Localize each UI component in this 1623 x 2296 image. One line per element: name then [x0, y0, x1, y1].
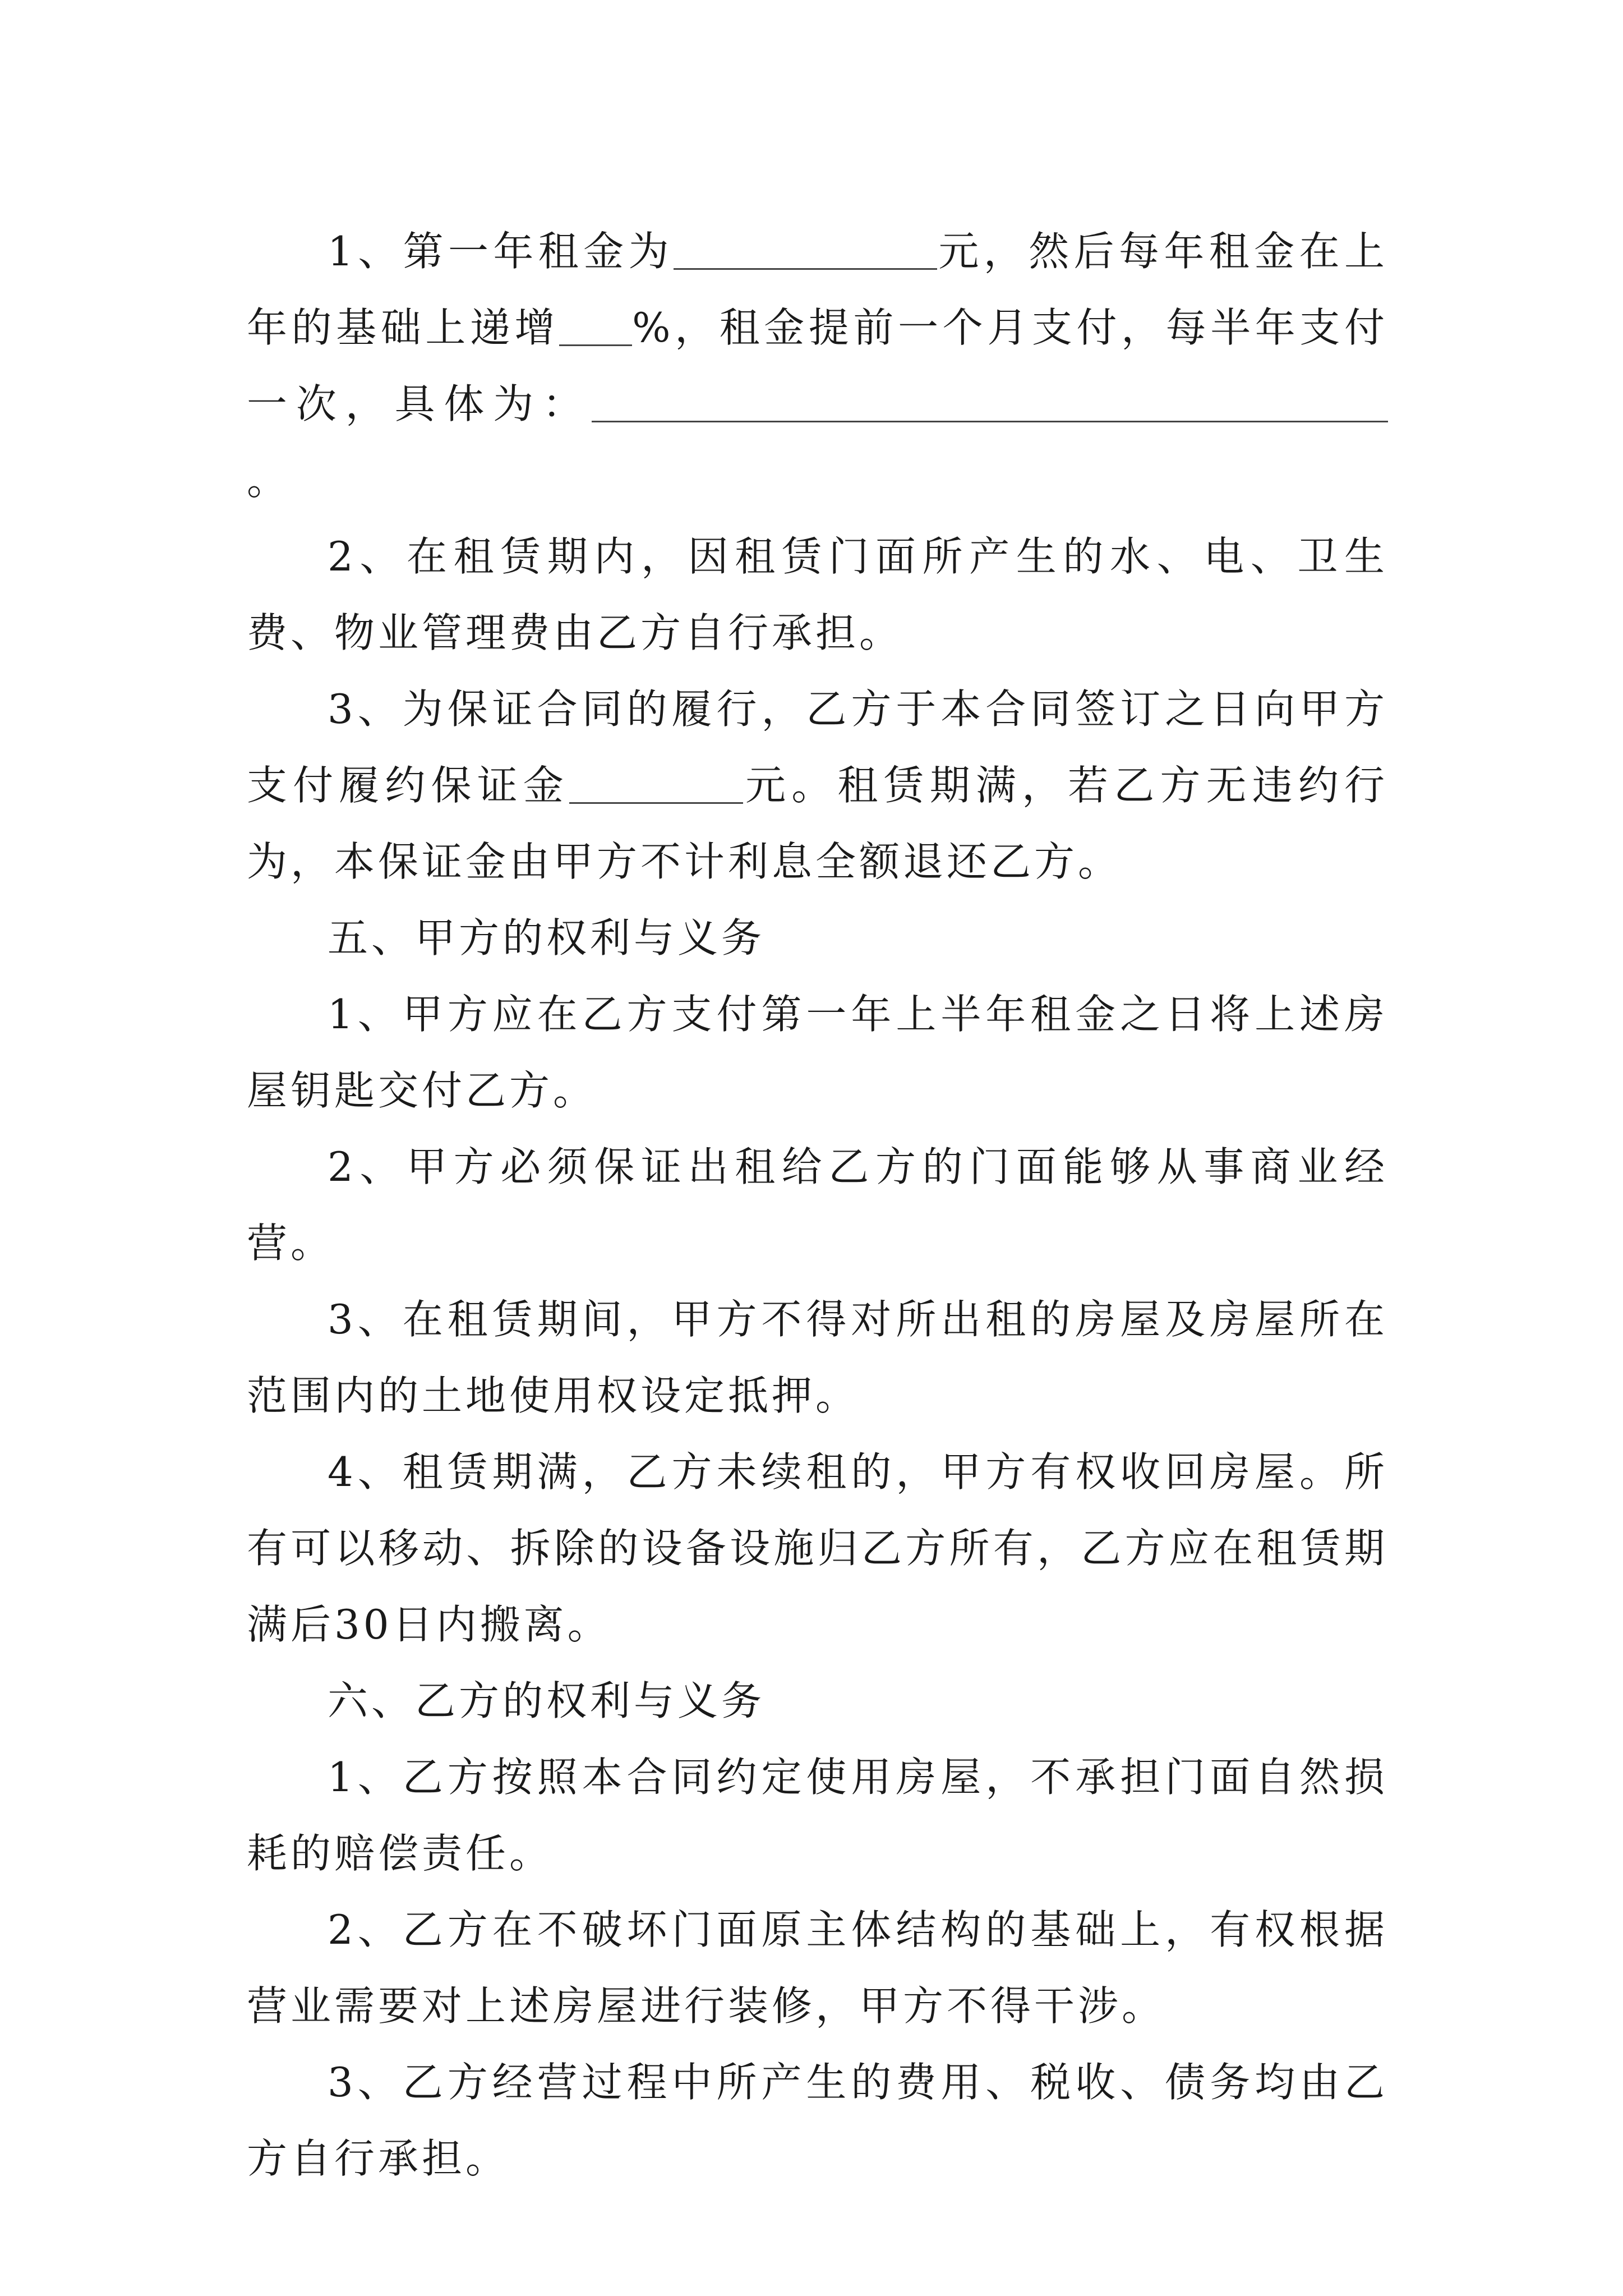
clause-party-b-3: 3、乙方经营过程中所产生的费用、税收、债务均由乙方自行承担。 [247, 2059, 1388, 2182]
clause-party-a-3: 3、在租赁期间，甲方不得对所出租的房屋及房屋所在范围内的土地使用权设定抵押。 [247, 1296, 1388, 1419]
clause-deposit: 3、为保证合同的履行，乙方于本合同签订之日向甲方支付履约保证金 元。租赁期满，若乙方无违约行为，本保证金由甲方不计利息全额退还乙方。 [247, 685, 1388, 885]
clause-party-b-1: 1、乙方按照本合同约定使用房屋，不承担门面自然损耗的赔偿责任。 [247, 1754, 1388, 1877]
section-heading-party-b: 六、乙方的权利与义务 [328, 1677, 766, 1724]
payment-details-blank [592, 381, 1388, 422]
rent-amount-blank [674, 229, 937, 270]
clause-rent-first-year: 1、第一年租金为 元，然后每年租金在上年的基础上递增 %，租金提前一个月支付，每半年支付一次，具体为：。 [247, 228, 1388, 504]
clause-party-b-2: 2、乙方在不破坏门面原主体结构的基础上，有权根据营业需要对上述房屋进行装修，甲方不得干涉。 [247, 1906, 1388, 2030]
section-heading-party-a: 五、甲方的权利与义务 [328, 914, 766, 961]
clause-party-a-1: 1、甲方应在乙方支付第一年上半年租金之日将上述房屋钥匙交付乙方。 [247, 991, 1388, 1114]
clause-utilities: 2、在租赁期内，因租赁门面所产生的水、电、卫生费、物业管理费由乙方自行承担。 [247, 533, 1388, 656]
rent-increase-percent-blank [559, 305, 632, 346]
document-body [247, 213, 1388, 2197]
clause-party-a-4: 4、租赁期满，乙方未续租的，甲方有权收回房屋。所有可以移动、拆除的设备设施归乙方所有，乙方应在租赁期满后30日内搬离。 [247, 1448, 1388, 1648]
deposit-amount-blank [569, 763, 743, 804]
clause-party-a-2: 2、甲方必须保证出租给乙方的门面能够从事商业经营。 [247, 1143, 1388, 1267]
